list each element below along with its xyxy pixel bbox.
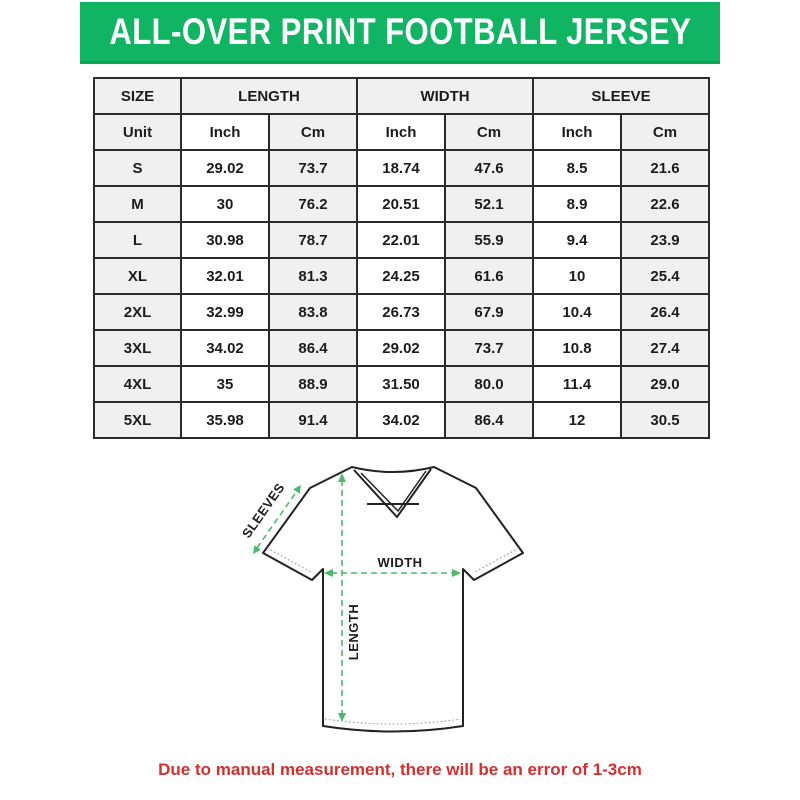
table-row bbox=[94, 402, 709, 438]
size-cell: S bbox=[94, 150, 181, 186]
unit-cell: Cm bbox=[445, 114, 533, 150]
value-cell: 30.98 bbox=[181, 222, 269, 258]
unit-cell: Inch bbox=[357, 114, 445, 150]
value-cell: 34.02 bbox=[357, 402, 445, 438]
measurement-error-note: Due to manual measurement, there will be an error of 1-3cm bbox=[158, 760, 642, 779]
value-cell: 9.4 bbox=[533, 222, 621, 258]
sleeves-arrowhead-bottom bbox=[253, 545, 261, 554]
value-cell: 18.74 bbox=[357, 150, 445, 186]
value-cell: 78.7 bbox=[269, 222, 357, 258]
size-cell: 5XL bbox=[94, 402, 181, 438]
table-row bbox=[94, 294, 709, 330]
value-cell: 27.4 bbox=[621, 330, 709, 366]
value-cell: 86.4 bbox=[269, 330, 357, 366]
size-chart-table bbox=[93, 77, 710, 439]
value-cell: 88.9 bbox=[269, 366, 357, 402]
unit-cell: Cm bbox=[621, 114, 709, 150]
value-cell: 11.4 bbox=[533, 366, 621, 402]
value-cell: 12 bbox=[533, 402, 621, 438]
unit-label: Unit bbox=[94, 114, 181, 150]
sleeves-arrowhead-top bbox=[293, 485, 301, 494]
unit-cell: Inch bbox=[181, 114, 269, 150]
value-cell: 8.9 bbox=[533, 186, 621, 222]
value-cell: 10.4 bbox=[533, 294, 621, 330]
value-cell: 81.3 bbox=[269, 258, 357, 294]
value-cell: 83.8 bbox=[269, 294, 357, 330]
value-cell: 35.98 bbox=[181, 402, 269, 438]
value-cell: 23.9 bbox=[621, 222, 709, 258]
title-banner bbox=[80, 2, 720, 64]
size-cell: 2XL bbox=[94, 294, 181, 330]
value-cell: 8.5 bbox=[533, 150, 621, 186]
unit-cell: Inch bbox=[533, 114, 621, 150]
value-cell: 86.4 bbox=[445, 402, 533, 438]
group-header-row bbox=[94, 78, 709, 114]
table-row bbox=[94, 366, 709, 402]
table-row bbox=[94, 330, 709, 366]
value-cell: 10 bbox=[533, 258, 621, 294]
col-header-length: LENGTH bbox=[181, 78, 357, 114]
value-cell: 25.4 bbox=[621, 258, 709, 294]
width-label: WIDTH bbox=[377, 555, 423, 570]
length-label: LENGTH bbox=[346, 603, 361, 661]
value-cell: 73.7 bbox=[445, 330, 533, 366]
col-header-width: WIDTH bbox=[357, 78, 533, 114]
value-cell: 22.6 bbox=[621, 186, 709, 222]
value-cell: 26.73 bbox=[357, 294, 445, 330]
value-cell: 80.0 bbox=[445, 366, 533, 402]
size-cell: XL bbox=[94, 258, 181, 294]
value-cell: 91.4 bbox=[269, 402, 357, 438]
value-cell: 73.7 bbox=[269, 150, 357, 186]
value-cell: 34.02 bbox=[181, 330, 269, 366]
table-row bbox=[94, 222, 709, 258]
value-cell: 21.6 bbox=[621, 150, 709, 186]
value-cell: 10.8 bbox=[533, 330, 621, 366]
value-cell: 61.6 bbox=[445, 258, 533, 294]
value-cell: 22.01 bbox=[357, 222, 445, 258]
unit-cell: Cm bbox=[269, 114, 357, 150]
value-cell: 30.5 bbox=[621, 402, 709, 438]
value-cell: 52.1 bbox=[445, 186, 533, 222]
table-row bbox=[94, 150, 709, 186]
size-cell: L bbox=[94, 222, 181, 258]
table-row bbox=[94, 258, 709, 294]
sleeves-label: SLEEVES bbox=[238, 480, 288, 541]
value-cell: 29.0 bbox=[621, 366, 709, 402]
value-cell: 31.50 bbox=[357, 366, 445, 402]
value-cell: 24.25 bbox=[357, 258, 445, 294]
value-cell: 47.6 bbox=[445, 150, 533, 186]
value-cell: 32.01 bbox=[181, 258, 269, 294]
value-cell: 67.9 bbox=[445, 294, 533, 330]
value-cell: 29.02 bbox=[181, 150, 269, 186]
value-cell: 35 bbox=[181, 366, 269, 402]
value-cell: 30 bbox=[181, 186, 269, 222]
size-chart bbox=[93, 77, 710, 439]
value-cell: 20.51 bbox=[357, 186, 445, 222]
value-cell: 32.99 bbox=[181, 294, 269, 330]
col-header-sleeve: SLEEVE bbox=[533, 78, 709, 114]
table-row bbox=[94, 186, 709, 222]
value-cell: 76.2 bbox=[269, 186, 357, 222]
unit-row bbox=[94, 114, 709, 150]
jersey-measurement-diagram bbox=[225, 450, 575, 760]
size-cell: 3XL bbox=[94, 330, 181, 366]
value-cell: 29.02 bbox=[357, 330, 445, 366]
value-cell: 55.9 bbox=[445, 222, 533, 258]
page-title: ALL-OVER PRINT FOOTBALL JERSEY bbox=[109, 10, 691, 52]
col-header-size: SIZE bbox=[94, 78, 181, 114]
size-cell: M bbox=[94, 186, 181, 222]
value-cell: 26.4 bbox=[621, 294, 709, 330]
size-cell: 4XL bbox=[94, 366, 181, 402]
